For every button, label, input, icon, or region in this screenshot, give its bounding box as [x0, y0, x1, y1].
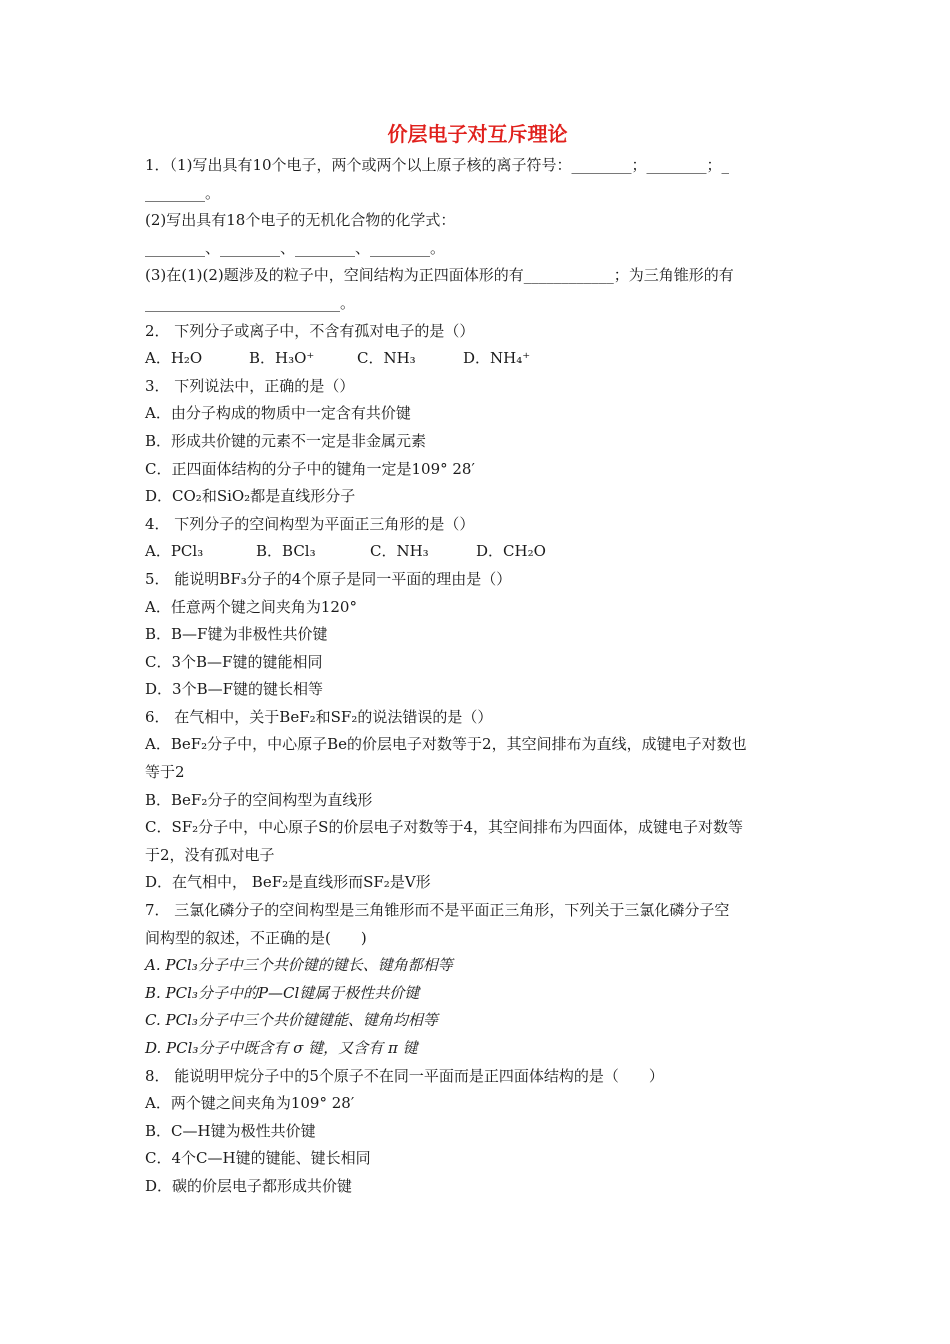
- q5-stem: 5． 能说明BF₃分子的4个原子是同一平面的理由是（）: [145, 569, 512, 588]
- question-2: [145, 318, 810, 373]
- question-4: [145, 511, 810, 566]
- option-c: C．NH₃: [370, 542, 429, 561]
- option-a: A．PCl₃: [145, 542, 204, 561]
- option-b: B．形成共价键的元素不一定是非金属元素: [145, 431, 427, 450]
- option-a: A．任意两个键之间夹角为120°: [145, 597, 357, 616]
- question-7: [145, 897, 810, 1063]
- option-a: A．由分子构成的物质中一定含有共价键: [145, 404, 411, 423]
- q8-stem: 8． 能说明甲烷分子中的5个原子不在同一平面而是正四面体结构的是（ ）: [145, 1066, 664, 1085]
- option-a-cont: 等于2: [145, 763, 185, 782]
- option-a: A．BeF₂分子中，中心原子Be的价层电子对数等于2，其空间排布为直线，成键电子对数也: [145, 735, 747, 754]
- q1-line: __________________________。: [145, 293, 356, 312]
- option-b: B．H₃O⁺: [249, 349, 315, 368]
- q6-stem: 6． 在气相中，关于BeF₂和SF₂的说法错误的是（）: [145, 707, 493, 726]
- option-b: B. PCl₃分子中的P—Cl键属于极性共价键: [145, 983, 420, 1002]
- option-c: C．NH₃: [357, 349, 416, 368]
- q1-line: ________、________、________、________。: [145, 238, 446, 257]
- question-1: [145, 152, 810, 318]
- option-c: C．4个C—H键的键能、键长相同: [145, 1149, 371, 1168]
- option-d: D．CO₂和SiO₂都是直线形分子: [145, 487, 356, 506]
- option-d: D. PCl₃分子中既含有 σ 键，又含有 π 键: [145, 1039, 418, 1057]
- q4-stem: 4． 下列分子的空间构型为平面正三角形的是（）: [145, 514, 475, 533]
- option-c: C．3个B—F键的键能相同: [145, 652, 323, 671]
- q7-stem-cont: 间构型的叙述，不正确的是( ): [145, 928, 367, 947]
- option-a: A．两个键之间夹角为109° 28′: [145, 1094, 355, 1113]
- q3-stem: 3． 下列说法中，正确的是（）: [145, 376, 355, 395]
- question-5: [145, 566, 810, 704]
- option-c: C．正四面体结构的分子中的键角一定是109° 28′: [145, 459, 475, 478]
- question-3: [145, 373, 810, 511]
- q4-options: [145, 538, 810, 566]
- document-page: [145, 118, 810, 1201]
- q1-line: 1．（1)写出具有10个电子，两个或两个以上原子核的离子符号：________；________；_: [145, 156, 730, 174]
- question-8: [145, 1063, 810, 1201]
- page-title: 价层电子对互斥理论: [387, 122, 568, 146]
- q7-stem: 7． 三氯化磷分子的空间构型是三角锥形而不是平面正三角形，下列关于三氯化磷分子空: [145, 901, 730, 920]
- option-d: D．NH₄⁺: [463, 349, 531, 368]
- option-d: D．CH₂O: [476, 542, 546, 561]
- q1-line: (3)在(1)(2)题涉及的粒子中，空间结构为正四面体形的有____________；为三角锥形的有: [145, 266, 734, 285]
- option-d: D．在气相中， BeF₂是直线形而SF₂是V形: [145, 873, 431, 892]
- option-d: D．3个B—F键的键长相等: [145, 680, 324, 699]
- option-c-cont: 于2，没有孤对电子: [145, 845, 275, 864]
- q2-options: [145, 345, 810, 373]
- option-b: B．C—H键为极性共价键: [145, 1121, 316, 1140]
- option-d: D．碳的价层电子都形成共价键: [145, 1176, 353, 1195]
- option-c: C．SF₂分子中，中心原子S的价层电子对数等于4，其空间排布为四面体，成键电子对数等: [145, 818, 743, 837]
- option-b: B．BeF₂分子的空间构型为直线形: [145, 790, 373, 809]
- q2-stem: 2． 下列分子或离子中，不含有孤对电子的是（）: [145, 321, 475, 340]
- q1-line: ________。: [145, 183, 221, 202]
- option-a: A. PCl₃分子中三个共价键的键长、键角都相等: [145, 956, 453, 975]
- question-6: [145, 704, 810, 897]
- option-a: A．H₂O: [145, 349, 203, 368]
- option-b: B．B—F键为非极性共价键: [145, 625, 328, 644]
- option-b: B．BCl₃: [256, 542, 316, 561]
- q1-line: (2)写出具有18个电子的无机化合物的化学式：: [145, 211, 456, 230]
- option-c: C. PCl₃分子中三个共价键键能、键角均相等: [145, 1011, 438, 1030]
